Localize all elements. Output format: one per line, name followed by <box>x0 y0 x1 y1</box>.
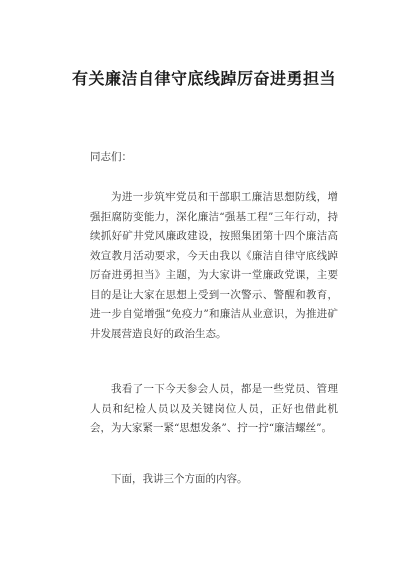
paragraph-outline: 下面，我讲三个方面的内容。 <box>111 473 248 485</box>
paragraph-intro: 为进一步筑牢党员和干部职工廉洁思想防线，增强拒腐防变能力，深化廉洁“强基工程”三年行动，持续抓好矿井党风廉政建设，按照集团第十四个廉洁高效宣教月活动要求，今天由我以《廉洁自律守底线踔厉奋进勇担当》主题，为大家讲一堂廉政党课，主要目的是让大家在思想上受到一次警示、警醒和教育，进一步自觉增强“免疫力”和廉洁从业意识，为推进矿井发展营造良好的政治生态。 <box>90 191 338 340</box>
paragraph-attendees: 我看了一下今天参会人员，都是一些党员、管理人员和纪检人员以及关键岗位人员，正好也借此机会，为大家紧一紧“思想发条”、拧一拧“廉洁螺丝”。 <box>90 383 338 434</box>
greeting: 同志们： <box>90 151 132 163</box>
document-title: 有关廉洁自律守底线踔厉奋进勇担当 <box>71 69 336 88</box>
